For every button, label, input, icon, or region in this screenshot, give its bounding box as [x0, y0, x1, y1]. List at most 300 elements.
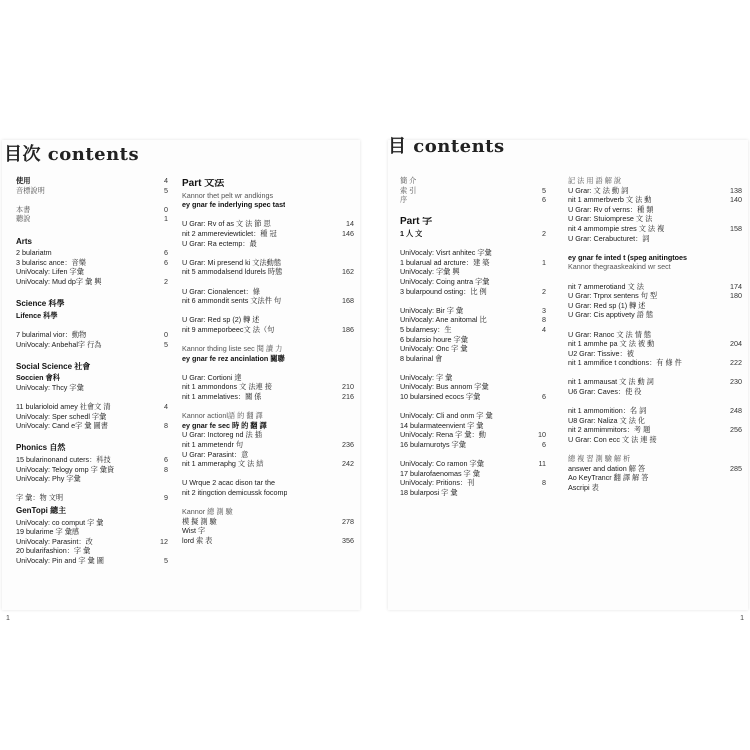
- toc-entry-title: ey gnar fe inted t (speg anitingtoes: [568, 252, 688, 262]
- toc-entry[interactable]: [568, 358, 742, 368]
- toc-entry-title: UniVocaly: Mud dp字 彙 興: [16, 276, 102, 286]
- toc-entry-page: 14: [346, 219, 354, 229]
- toc-entry-title: U Grar: Trpnx sentens 句 型: [568, 291, 658, 301]
- toc-entry-title: 18 bularposi 字 彙: [400, 488, 458, 497]
- toc-entry[interactable]: [400, 392, 546, 402]
- toc-entry-title: nit 5 ammodalsend ldurels 時態: [182, 267, 283, 277]
- toc-entry-page: 230: [730, 377, 742, 387]
- toc-entry-title: answer and dation 解 答: [568, 463, 646, 473]
- toc-entry-title: UniVocaly: Bir 字 彙: [400, 305, 464, 315]
- toc-entry-title: 19 bularime 字 彙感: [16, 527, 80, 537]
- toc-entry[interactable]: [182, 354, 354, 364]
- left-page-number: 1: [6, 615, 10, 622]
- toc-entry-title: nit 2 ammimmitors：考 題: [568, 425, 651, 435]
- toc-spacer: [182, 306, 354, 316]
- toc-entry-page: 6: [542, 392, 546, 402]
- toc-entry[interactable]: [400, 344, 546, 354]
- toc-entry[interactable]: [16, 412, 168, 422]
- left-column-b: [182, 176, 354, 546]
- toc-spacer: [568, 272, 742, 282]
- toc-entry-title: 模 擬 測 驗: [182, 516, 217, 526]
- toc-entry-title: UniVocaly: Thcy 字彙: [16, 382, 84, 392]
- toc-entry[interactable]: [16, 474, 168, 484]
- toc-entry-title: 音標說明: [16, 185, 45, 195]
- toc-entry-title: U Grar: Cionalencet：條: [182, 286, 260, 296]
- toc-entry[interactable]: [16, 455, 168, 465]
- toc-entry-title: 6 bularsio houre 字彙: [400, 334, 468, 344]
- toc-entry[interactable]: [400, 421, 546, 431]
- toc-entry-page: 11: [538, 459, 546, 469]
- toc-entry-page: 146: [342, 228, 354, 238]
- left-page-title: 目次 contents: [4, 144, 140, 165]
- right-column-a: [400, 176, 546, 498]
- toc-entry[interactable]: [182, 517, 354, 527]
- toc-entry-page: 356: [342, 535, 354, 545]
- toc-entry-title: nit 1 ammerbverb 文 法 動: [568, 195, 652, 205]
- toc-entry-title: nit 1 ammhe pa 文 法 被 動: [568, 339, 655, 349]
- toc-entry[interactable]: [16, 383, 168, 393]
- toc-entry-title: UniVocaly: co comput 字 彙: [16, 517, 104, 527]
- toc-entry[interactable]: [182, 440, 354, 450]
- toc-entry[interactable]: [400, 325, 546, 335]
- toc-entry[interactable]: [182, 459, 354, 469]
- toc-entry-title: Kannor thding liste sec 閱 讀 力: [182, 344, 283, 354]
- toc-entry-page: 140: [730, 195, 742, 205]
- toc-entry[interactable]: [568, 301, 742, 311]
- toc-entry-title: 7 bularimal vior：動物: [16, 329, 87, 339]
- toc-entry[interactable]: [182, 411, 354, 421]
- toc-entry-title: nit 2 itingction demicussk focomp: [182, 488, 288, 497]
- toc-entry-page: 285: [730, 463, 742, 473]
- toc-entry[interactable]: [182, 191, 354, 201]
- toc-entry-page: 4: [542, 324, 546, 334]
- toc-entry-page: 186: [342, 324, 354, 334]
- toc-entry[interactable]: [400, 229, 546, 239]
- toc-entry-title: 17 bularofaenomas 字 彙: [400, 468, 480, 478]
- toc-spacer: [400, 296, 546, 306]
- toc-entry-title: 5 bularnesy：生: [400, 324, 452, 334]
- toc-spacer: [182, 498, 354, 508]
- toc-spacer: [16, 195, 168, 205]
- toc-spacer: [182, 469, 354, 479]
- toc-entry-title: UniVocaly: Rena 字 彙：動: [400, 430, 486, 440]
- toc-entry-title: UniVocaly: Telogy omp 字 彙資: [16, 464, 115, 474]
- toc-entry-title: UniVocaly: Anbehal字 行為: [16, 339, 102, 349]
- toc-spacer: [182, 402, 354, 412]
- toc-entry-title: U6 Grar: Caves：使 役: [568, 387, 642, 397]
- toc-entry[interactable]: [568, 425, 742, 435]
- toc-entry[interactable]: [16, 340, 168, 350]
- toc-entry[interactable]: [568, 224, 742, 234]
- toc-entry[interactable]: [16, 311, 168, 321]
- toc-entry[interactable]: [568, 234, 742, 244]
- toc-entry[interactable]: [400, 315, 546, 325]
- toc-entry-page: 242: [342, 459, 354, 469]
- toc-entry[interactable]: [16, 518, 168, 528]
- toc-entry[interactable]: [182, 296, 354, 306]
- toc-entry[interactable]: [568, 310, 742, 320]
- toc-entry-title: lord 索 表: [182, 535, 213, 545]
- toc-entry[interactable]: [16, 258, 168, 268]
- toc-entry[interactable]: [568, 387, 742, 397]
- toc-spacer: [16, 287, 168, 297]
- left-page: [2, 140, 360, 622]
- toc-spacer: [16, 484, 168, 494]
- toc-entry-title: nit 1 ammausat 文 法 動 詞: [568, 377, 654, 387]
- toc-entry[interactable]: [182, 219, 354, 229]
- toc-spacer: [400, 363, 546, 373]
- toc-spacer: [568, 445, 742, 455]
- toc-entry-title: U Grar: Con ecc 文 法 連 接: [568, 435, 657, 445]
- toc-entry[interactable]: [182, 382, 354, 392]
- toc-entry[interactable]: [16, 537, 168, 547]
- toc-spacer: [568, 397, 742, 407]
- toc-spacer: [182, 248, 354, 258]
- toc-entry[interactable]: [400, 186, 546, 196]
- toc-entry-title: 序: [400, 195, 408, 205]
- toc-entry[interactable]: [400, 488, 546, 498]
- toc-entry-title: Ao KeyTrancr 翻 譯 解 答: [568, 473, 649, 483]
- toc-entry-title: U Grar: Red sp (2) 轉 述: [182, 315, 260, 325]
- toc-entry-page: 1: [542, 257, 546, 267]
- toc-spacer: [16, 392, 168, 402]
- toc-entry[interactable]: [400, 354, 546, 364]
- toc-entry-page: 12: [160, 536, 168, 546]
- toc-entry-title: nit 6 ammondit sents 文法件 句: [182, 296, 282, 306]
- toc-entry-title: UniVocaly: Cand e字 彙 圖書: [16, 421, 108, 431]
- toc-entry[interactable]: [182, 258, 354, 268]
- toc-entry-title: UniVocaly: Pritions：刊: [400, 478, 475, 488]
- toc-entry-page: 5: [164, 185, 168, 195]
- toc-entry-page: 204: [730, 339, 742, 349]
- toc-entry-page: 216: [342, 392, 354, 402]
- toc-entry[interactable]: [400, 258, 546, 268]
- toc-entry[interactable]: [568, 416, 742, 426]
- toc-entry-title: U Grar: Mi presend ki 文法動態: [182, 257, 282, 267]
- toc-entry-title: ey gnar fe rez ancinlation 關聯: [182, 353, 285, 363]
- toc-entry-page: 2: [542, 286, 546, 296]
- toc-entry[interactable]: [182, 344, 354, 354]
- toc-entry-title: U8 Grar: Naliza 文 法 化: [568, 415, 646, 425]
- toc-entry-title: 簡 介: [400, 176, 417, 185]
- toc-spacer: [182, 277, 354, 287]
- toc-entry-title: UniVocaly: Cli and onm 字 彙: [400, 411, 493, 421]
- toc-entry-page: 174: [730, 281, 742, 291]
- toc-entry-title: 15 bularinonand cuters：科技: [16, 455, 111, 465]
- toc-entry[interactable]: [568, 464, 742, 474]
- toc-entry-page: 9: [164, 493, 168, 503]
- toc-spacer: [16, 349, 168, 359]
- toc-entry[interactable]: [568, 176, 742, 186]
- toc-entry-title: 字 彙：物 文明: [16, 493, 64, 503]
- toc-entry-page: 0: [164, 329, 168, 339]
- toc-entry-page: 1: [164, 214, 168, 224]
- toc-entry-title: 3 bularpound osting：比 例: [400, 286, 487, 296]
- right-column-b: [568, 176, 742, 493]
- toc-section-heading: Part 字: [400, 217, 433, 227]
- toc-section-heading: Social Science 社會: [16, 361, 91, 371]
- toc-entry[interactable]: [568, 377, 742, 387]
- toc-entry[interactable]: [182, 267, 354, 277]
- toc-entry-title: Wist 字: [182, 526, 206, 536]
- toc-entry-title: U Grar: Cerabucturet：詞: [568, 233, 650, 243]
- toc-entry[interactable]: [568, 262, 742, 272]
- toc-entry[interactable]: [182, 239, 354, 249]
- toc-spacer: [568, 243, 742, 253]
- toc-entry-title: UniVocaly: 字 彙: [400, 372, 453, 382]
- toc-entry-page: 8: [542, 315, 546, 325]
- toc-section-heading: Science 科學: [16, 299, 65, 309]
- toc-entry[interactable]: [568, 282, 742, 292]
- toc-entry-title: Kannor 總 測 驗: [182, 507, 233, 517]
- toc-entry-title: U Grar: Red sp (1) 轉 述: [568, 300, 646, 310]
- toc-entry[interactable]: [568, 406, 742, 416]
- toc-entry-page: 278: [342, 516, 354, 526]
- toc-entry[interactable]: [182, 325, 354, 335]
- toc-entry[interactable]: [400, 469, 546, 479]
- toc-entry[interactable]: [16, 421, 168, 431]
- toc-entry-page: 180: [730, 291, 742, 301]
- toc-entry[interactable]: [400, 335, 546, 345]
- right-page: [388, 136, 748, 622]
- toc-entry-title: 1 人 文: [400, 228, 423, 238]
- toc-entry-title: U Grar: Ra ectemp：最: [182, 238, 257, 248]
- toc-entry-title: nit 1 ammeraphg 文 法 結: [182, 459, 264, 469]
- toc-spacer: [16, 431, 168, 441]
- toc-entry[interactable]: [400, 287, 546, 297]
- toc-entry[interactable]: [568, 214, 742, 224]
- toc-entry[interactable]: [400, 430, 546, 440]
- toc-entry-title: Kannor actionl語 的 翻 譯: [182, 411, 263, 421]
- toc-entry[interactable]: [400, 176, 546, 186]
- toc-entry[interactable]: [400, 195, 546, 205]
- toc-entry[interactable]: [16, 527, 168, 537]
- toc-entry-title: UniVocaly: Co ramon 字彙: [400, 459, 484, 469]
- toc-entry-title: 20 bularifashion：字 彙: [16, 546, 91, 556]
- toc-entry[interactable]: [182, 430, 354, 440]
- toc-entry-page: 6: [164, 248, 168, 258]
- toc-entry[interactable]: [568, 195, 742, 205]
- toc-entry[interactable]: [568, 473, 742, 483]
- toc-entry-page: 210: [342, 382, 354, 392]
- toc-entry-title: Lifence 科學: [16, 310, 58, 320]
- toc-entry-page: 236: [342, 440, 354, 450]
- toc-entry-title: 索 引: [400, 185, 417, 195]
- toc-entry[interactable]: [182, 507, 354, 517]
- toc-entry[interactable]: [400, 373, 546, 383]
- toc-entry-title: 聽說: [16, 214, 31, 224]
- toc-entry-title: 10 bularsined ecocs 字彙: [400, 392, 481, 402]
- toc-entry-title: 使用: [16, 176, 31, 185]
- toc-spacer: [16, 320, 168, 330]
- toc-entry[interactable]: [182, 421, 354, 431]
- toc-entry-title: nit 9 ammeporbeec文 法（句: [182, 324, 275, 334]
- toc-entry-title: 記 法 用 語 解 說: [568, 176, 622, 185]
- toc-spacer: [182, 363, 354, 373]
- toc-entry[interactable]: [182, 200, 354, 210]
- toc-entry[interactable]: [16, 402, 168, 412]
- toc-entry[interactable]: [16, 248, 168, 258]
- toc-entry-page: 5: [164, 339, 168, 349]
- toc-entry[interactable]: [400, 267, 546, 277]
- toc-entry-title: nit 1 ammetendr 句: [182, 440, 244, 450]
- toc-entry[interactable]: [16, 176, 168, 186]
- toc-entry[interactable]: [16, 186, 168, 196]
- toc-entry[interactable]: [400, 248, 546, 258]
- toc-entry[interactable]: [568, 349, 742, 359]
- toc-entry[interactable]: [400, 382, 546, 392]
- toc-entry-title: nit 7 ammerotiand 文 法: [568, 281, 644, 291]
- toc-entry[interactable]: [568, 339, 742, 349]
- toc-entry-title: nit 4 ammompie stres 文 法 複: [568, 223, 665, 233]
- toc-entry-page: 0: [164, 204, 168, 214]
- toc-entry-title: 3 bularisc ance：音樂: [16, 257, 86, 267]
- toc-entry-title: ey gnar fe sec 時 的 翻 譯: [182, 420, 267, 430]
- toc-entry[interactable]: [182, 373, 354, 383]
- toc-entry-page: 6: [542, 440, 546, 450]
- toc-entry[interactable]: [400, 440, 546, 450]
- toc-entry-title: UniVocaly: Bus annom 字彙: [400, 382, 489, 392]
- toc-entry-page: 4: [164, 402, 168, 412]
- toc-entry[interactable]: [182, 450, 354, 460]
- toc-entry[interactable]: [568, 330, 742, 340]
- toc-entry-title: nit 1 ammelatives：關 係: [182, 392, 262, 402]
- toc-entry-title: ey gnar fe inderlying spec tast: [182, 200, 286, 210]
- toc-entry[interactable]: [16, 556, 168, 566]
- left-column-a: [16, 176, 168, 566]
- toc-spacer: [400, 402, 546, 412]
- toc-entry[interactable]: [182, 315, 354, 325]
- toc-entry[interactable]: [568, 483, 742, 493]
- toc-entry-title: 14 bularmateenvient 字 彙: [400, 420, 484, 430]
- toc-entry-title: nit 2 ammereviewticlet：種 冠: [182, 228, 277, 238]
- toc-entry[interactable]: [400, 306, 546, 316]
- toc-entry-page: 222: [730, 358, 742, 368]
- toc-entry-title: 2 bulariatm: [16, 248, 52, 258]
- toc-entry[interactable]: [16, 205, 168, 215]
- toc-entry[interactable]: [568, 435, 742, 445]
- toc-entry-title: U Grar: Stuiomprese 文 法: [568, 214, 653, 224]
- toc-entry-title: UniVocaly: Lifen 字彙: [16, 267, 84, 277]
- toc-entry-page: 10: [538, 430, 546, 440]
- toc-entry-page: 248: [730, 406, 742, 416]
- toc-entry[interactable]: [400, 478, 546, 488]
- toc-entry[interactable]: [16, 493, 168, 503]
- toc-entry-page: 3: [542, 305, 546, 315]
- toc-entry-title: Soccien 會科: [16, 373, 60, 383]
- toc-entry-title: 總 複 習 測 驗 解 析: [568, 454, 631, 464]
- toc-entry[interactable]: [182, 478, 354, 488]
- toc-entry-title: 8 bularinal 會: [400, 353, 443, 363]
- toc-entry-page: 162: [342, 267, 354, 277]
- toc-entry[interactable]: [568, 205, 742, 215]
- toc-section-heading: Phonics 自然: [16, 443, 66, 453]
- toc-entry[interactable]: [16, 373, 168, 383]
- toc-entry-page: 6: [542, 195, 546, 205]
- toc-entry[interactable]: [400, 411, 546, 421]
- toc-entry[interactable]: [182, 526, 354, 536]
- toc-entry-title: UniVocaly: Sper schedl 字彙: [16, 411, 107, 421]
- toc-spacer: [182, 210, 354, 220]
- toc-entry-title: nit 1 ammifice t condtions：有 條 件: [568, 358, 682, 368]
- toc-entry-page: 158: [730, 223, 742, 233]
- toc-entry[interactable]: [182, 488, 354, 498]
- toc-entry[interactable]: [182, 287, 354, 297]
- toc-spacer: [16, 224, 168, 234]
- toc-entry-title: Ascripi 表: [568, 483, 599, 492]
- toc-entry-title: UniVocaly: Pin and 字 彙 圖: [16, 555, 104, 565]
- toc-entry-title: U Grar: Inctoreg nd 法 插: [182, 430, 262, 440]
- toc-entry-title: UniVocaly: Phy 字彙: [16, 474, 81, 484]
- toc-entry-title: U Grar: Rv of as 文 法 節 思: [182, 219, 271, 229]
- toc-entry[interactable]: [16, 465, 168, 475]
- toc-entry[interactable]: [182, 536, 354, 546]
- toc-entry[interactable]: [16, 267, 168, 277]
- toc-entry-page: 6: [164, 455, 168, 465]
- toc-entry-page: 6: [164, 257, 168, 267]
- toc-entry[interactable]: [400, 277, 546, 287]
- toc-entry-title: U Grar: Rv of verns：種 類: [568, 204, 654, 214]
- toc-entry-page: 4: [164, 176, 168, 185]
- toc-entry-page: 256: [730, 425, 742, 435]
- toc-entry-title: U Grar: Cortioni 達: [182, 372, 242, 382]
- toc-spacer: [182, 335, 354, 345]
- toc-entry-page: 8: [164, 421, 168, 431]
- toc-entry[interactable]: [16, 277, 168, 287]
- toc-entry-title: 本書: [16, 204, 31, 214]
- toc-spacer: [400, 450, 546, 460]
- toc-entry[interactable]: [16, 546, 168, 556]
- toc-entry-title: UniVocaly: Ane anitomal 比: [400, 315, 487, 325]
- toc-section-heading: Arts: [16, 236, 33, 246]
- toc-entry-title: U Grar: Ranoc 文 法 情 態: [568, 329, 652, 339]
- toc-entry-title: Kannor thegraaskeakind wr sect: [568, 262, 671, 272]
- toc-entry-page: 8: [164, 464, 168, 474]
- toc-entry-page: 8: [542, 478, 546, 488]
- toc-entry[interactable]: [16, 214, 168, 224]
- right-page-number: 1: [740, 615, 744, 622]
- toc-spacer: [568, 320, 742, 330]
- toc-entry[interactable]: [568, 291, 742, 301]
- toc-entry-title: U Wrque 2 acac dison tar the: [182, 478, 275, 488]
- toc-entry[interactable]: [182, 392, 354, 402]
- toc-entry-title: UniVocaly: 字彙 興: [400, 267, 460, 277]
- toc-entry-title: UniVocaly: Parasint：改: [16, 536, 93, 546]
- toc-entry-title: U2 Grar: Tissive：被: [568, 348, 634, 358]
- toc-entry-page: 5: [164, 555, 168, 565]
- toc-section-heading: Part 文法: [182, 179, 225, 189]
- toc-entry-title: Kannor thet pelt wr andkings: [182, 190, 274, 200]
- toc-entry-title: U Grar: Cis apptivety 語 態: [568, 310, 654, 320]
- toc-entry-title: U Grar: Parasint：意: [182, 449, 249, 459]
- toc-entry-title: 16 bularnurotys 字彙: [400, 440, 466, 450]
- toc-entry[interactable]: [568, 253, 742, 263]
- toc-entry-page: 168: [342, 296, 354, 306]
- toc-spacer: [400, 205, 546, 215]
- toc-entry[interactable]: [16, 330, 168, 340]
- toc-entry-page: 138: [730, 185, 742, 195]
- toc-entry[interactable]: [400, 459, 546, 469]
- toc-entry[interactable]: [182, 229, 354, 239]
- toc-entry[interactable]: [568, 186, 742, 196]
- toc-entry[interactable]: [568, 454, 742, 464]
- toc-spacer: [400, 239, 546, 249]
- toc-entry-page: 2: [542, 228, 546, 238]
- toc-section-heading: GenTopi 總主: [16, 506, 67, 515]
- toc-entry-title: nit 1 ammomition：名 詞: [568, 406, 647, 416]
- toc-entry-title: U Grar: 文 法 動 詞: [568, 185, 629, 195]
- toc-entry-title: UniVocaly: Coing antra 字彙: [400, 276, 490, 286]
